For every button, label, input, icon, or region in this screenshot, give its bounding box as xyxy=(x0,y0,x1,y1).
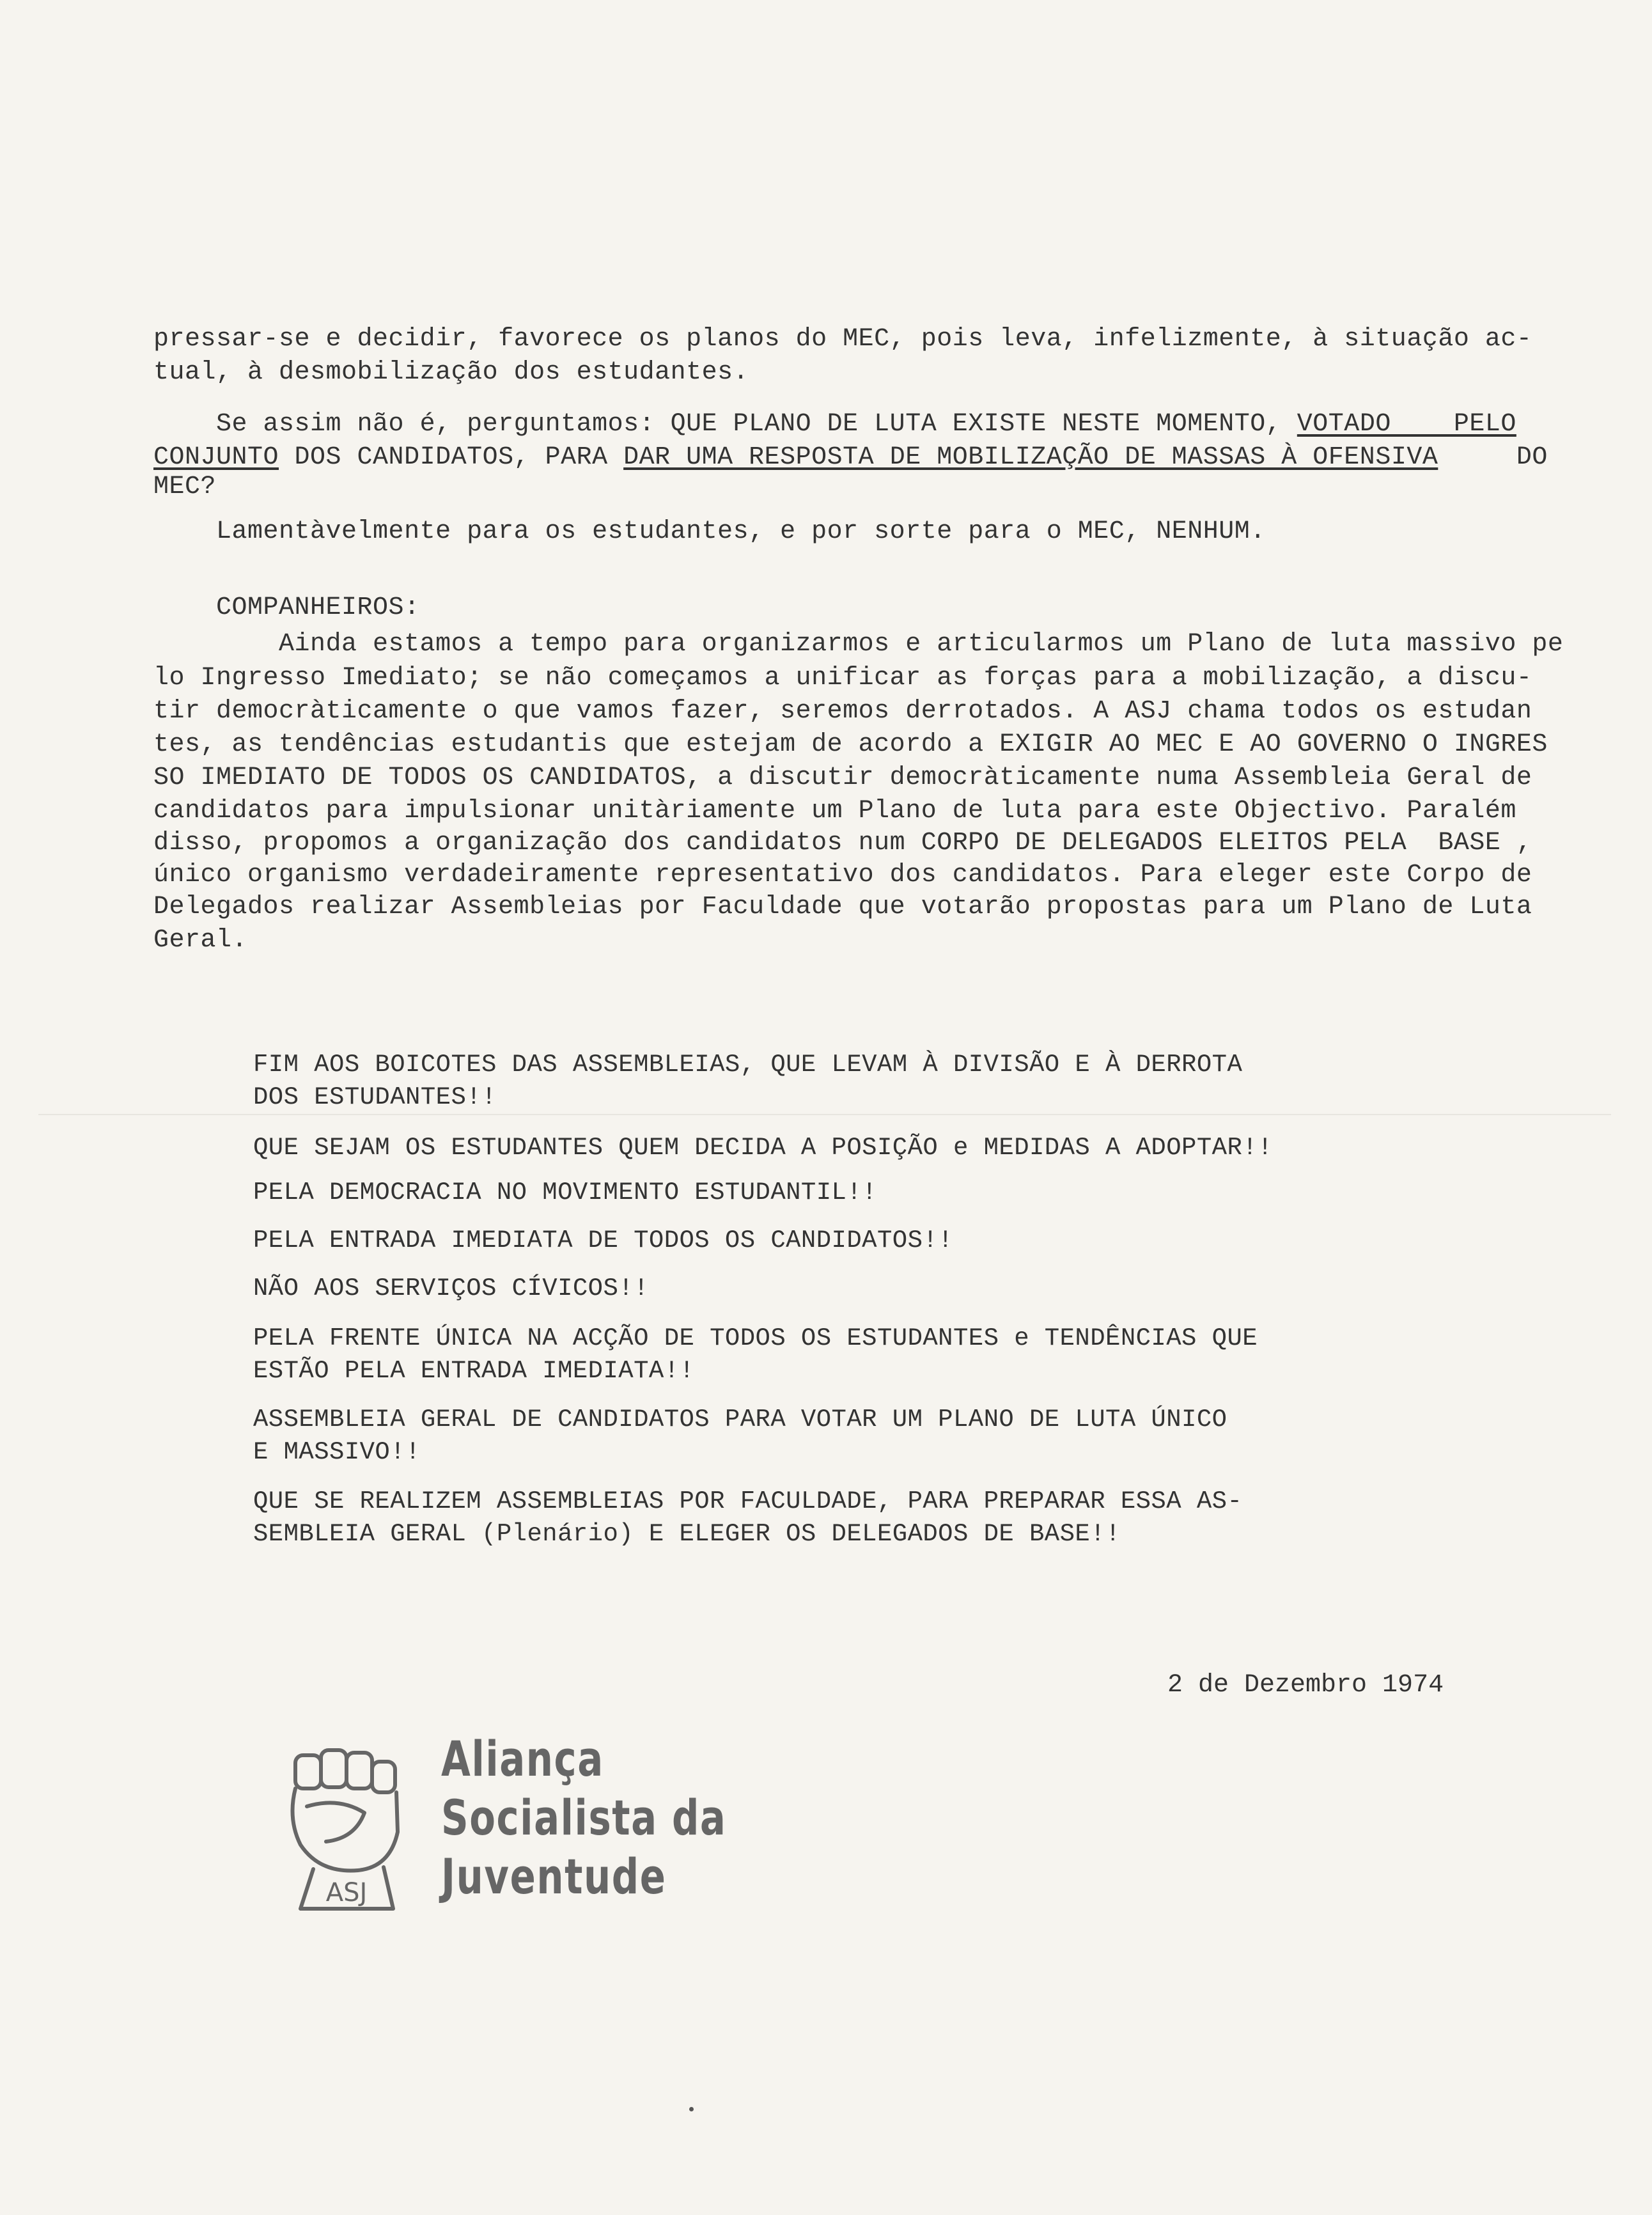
paragraph-4-line: Delegados realizar Assembleias por Faculdade que votarão propostas para um Plano de Luta xyxy=(153,893,1532,921)
slogan-1-line-1: FIM AOS BOICOTES DAS ASSEMBLEIAS, QUE LEVAM À DIVISÃO E À DERROTA xyxy=(253,1051,1243,1079)
paragraph-2-text-a: Se assim não é, perguntamos: QUE PLANO DE LUTA EXISTE NESTE MOMENTO, xyxy=(153,410,1297,439)
logo-line-3: Juventude xyxy=(441,1848,667,1905)
slogan-2: QUE SEJAM OS ESTUDANTES QUEM DECIDA A POSIÇÃO e MEDIDAS A ADOPTAR!! xyxy=(253,1134,1273,1162)
paragraph-1-line-1: pressar-se e decidir, favorece os planos do MEC, pois leva, infelizmente, à situação ac- xyxy=(153,325,1532,354)
ink-dot xyxy=(689,2107,694,2111)
slogan-8-line-1: QUE SE REALIZEM ASSEMBLEIAS POR FACULDADE, PARA PREPARAR ESSA AS- xyxy=(253,1487,1243,1515)
slogan-3: PELA DEMOCRACIA NO MOVIMENTO ESTUDANTIL!! xyxy=(253,1178,877,1207)
paragraph-4-line: candidatos para impulsionar unitàriamente um Plano de luta para este Objectivo. Paralém xyxy=(153,797,1516,826)
logo-line-2: Socialista da xyxy=(441,1789,727,1846)
slogan-6-line-2: ESTÃO PELA ENTRADA IMEDIATA!! xyxy=(253,1357,695,1385)
fist-logo-icon xyxy=(281,1736,412,1915)
paragraph-4-line: tir democràticamente o que vamos fazer, seremos derrotados. A ASJ chama todos os estudan xyxy=(153,697,1532,726)
paragraph-2-underlined-b: CONJUNTO xyxy=(153,443,279,472)
slogan-6-line-1: PELA FRENTE ÚNICA NA ACÇÃO DE TODOS OS ESTUDANTES e TENDÊNCIAS QUE xyxy=(253,1324,1258,1352)
paragraph-2-line-3: MEC? xyxy=(153,473,217,501)
paragraph-2-underlined-a: VOTADO PELO xyxy=(1297,410,1516,439)
paragraph-4-line: Geral. xyxy=(153,926,248,955)
paragraph-3: Lamentàvelmente para os estudantes, e por sorte para o MEC, NENHUM. xyxy=(153,517,1266,546)
document-date: 2 de Dezembro 1974 xyxy=(1167,1671,1444,1700)
paragraph-4-line: tes, as tendências estudantis que estejam de acordo a EXIGIR AO MEC E AO GOVERNO O INGRES xyxy=(153,730,1548,759)
organization-logo-text xyxy=(441,1730,727,1906)
paragraph-4-line: único organismo verdadeiramente representativo dos candidatos. Para eleger este Corpo de xyxy=(153,861,1532,889)
paragraph-1-line-2: tual, à desmobilização dos estudantes. xyxy=(153,358,749,387)
slogan-7-line-2: E MASSIVO!! xyxy=(253,1438,421,1466)
slogan-1-line-2: DOS ESTUDANTES!! xyxy=(253,1083,497,1111)
paragraph-2-line-1 xyxy=(153,408,1579,441)
slogan-5: NÃO AOS SERVIÇOS CÍVICOS!! xyxy=(253,1274,649,1303)
paragraph-4-line: SO IMEDIATO DE TODOS OS CANDIDATOS, a discutir democràticamente numa Assembleia Geral de xyxy=(153,763,1532,792)
paragraph-4-line: disso, propomos a organização dos candidatos num CORPO DE DELEGADOS ELEITOS PELA BASE , xyxy=(153,829,1532,857)
paragraph-4-line: lo Ingresso Imediato; se não começamos a unificar as forças para a mobilização, a discu- xyxy=(153,664,1532,693)
slogan-4: PELA ENTRADA IMEDIATA DE TODOS OS CANDIDATOS!! xyxy=(253,1226,953,1255)
paragraph-4-heading: COMPANHEIROS: xyxy=(153,593,420,622)
logo-line-1: Aliança xyxy=(441,1730,604,1787)
paragraph-4-line: Ainda estamos a tempo para organizarmos e articularmos um Plano de luta massivo pe xyxy=(153,630,1564,659)
paper-fold-line xyxy=(38,1114,1611,1115)
logo-fist-label: ASJ xyxy=(325,1878,368,1907)
paragraph-2-text-b: DOS CANDIDATOS, PARA xyxy=(279,443,624,472)
slogan-8-line-2: SEMBLEIA GERAL (Plenário) E ELEGER OS DELEGADOS DE BASE!! xyxy=(253,1520,1121,1548)
paragraph-2-underlined-c: DAR UMA RESPOSTA DE MOBILIZAÇÃO DE MASSAS À OFENSIVA xyxy=(623,443,1438,472)
paragraph-2-line-2 xyxy=(153,441,1579,474)
paragraph-2-text-c: DO xyxy=(1438,443,1548,472)
slogan-7-line-1: ASSEMBLEIA GERAL DE CANDIDATOS PARA VOTAR UM PLANO DE LUTA ÚNICO xyxy=(253,1405,1227,1434)
